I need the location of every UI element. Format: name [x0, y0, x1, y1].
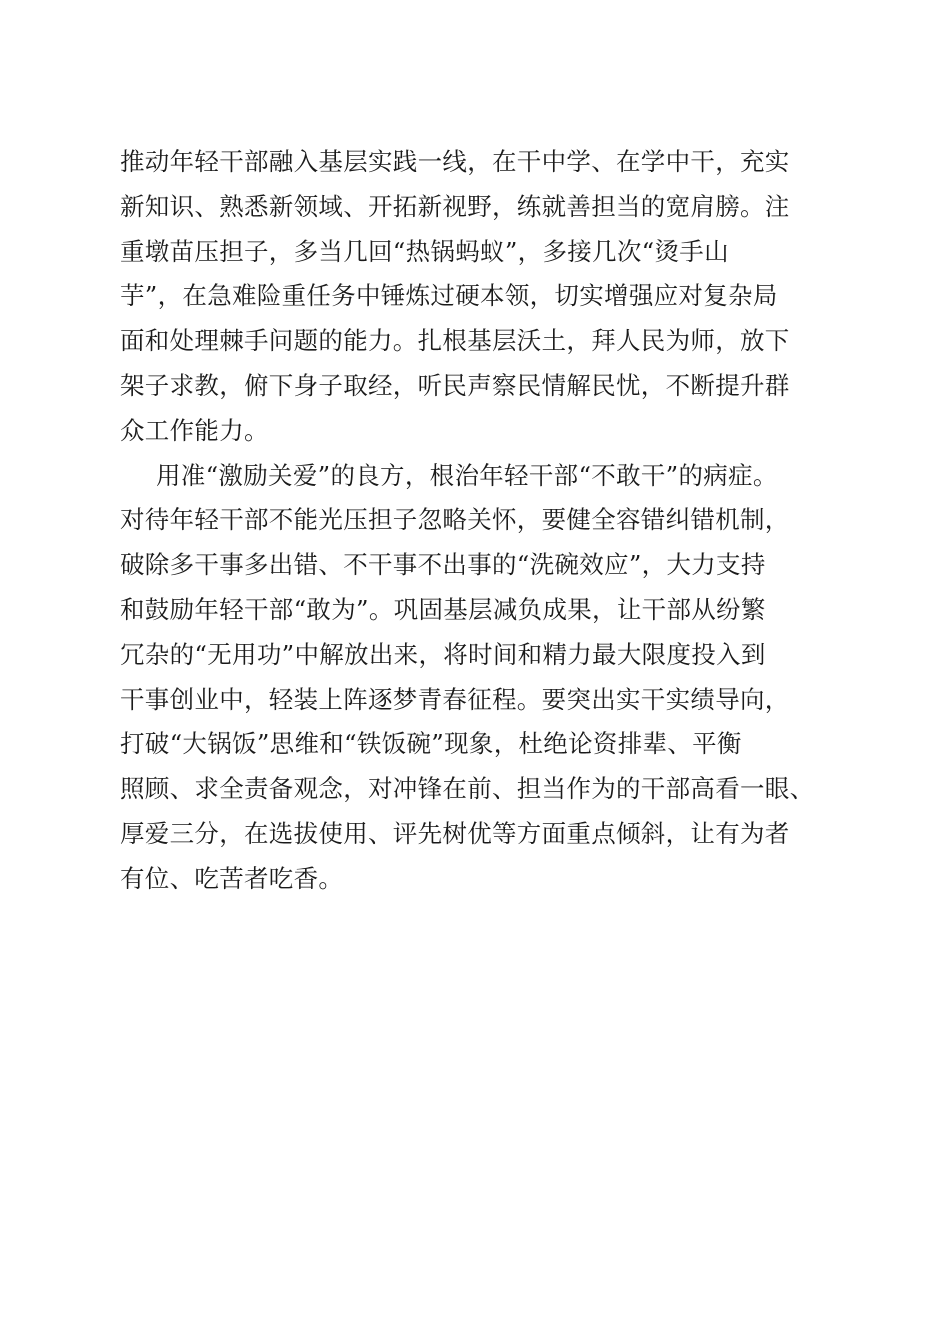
text-line: 干事创业中，轻装上阵逐梦青春征程。要突出实干实绩导向，	[120, 684, 790, 714]
text-line: 面和处理棘手问题的能力。扎根基层沃土，拜人民为师，放下	[120, 326, 790, 356]
document-body	[120, 140, 860, 902]
text-line: 打破“大锅饭”思维和“铁饭碗”现象，杜绝论资排辈、平衡	[120, 729, 742, 759]
text-line: 推动年轻干部融入基层实践一线，在干中学、在学中干，充实	[120, 147, 790, 176]
text-line: 破除多干事多出错、不干事不出事的“洗碗效应”，大力支持	[120, 550, 766, 580]
paragraph-1	[120, 140, 860, 454]
text-line: 重墩苗压担子，多当几回“热锅蚂蚁”，多接几次“烫手山	[120, 236, 729, 266]
text-line: 照顾、求全责备观念，对冲锋在前、担当作为的干部高看一眼、	[120, 774, 815, 804]
text-line: 有位、吃苦者吃香。	[120, 863, 344, 893]
text-line: 用准“激励关爱”的良方，根治年轻干部“不敢干”的病症。	[156, 460, 778, 490]
text-line: 冗杂的“无用功”中解放出来，将时间和精力最大限度投入到	[120, 639, 766, 669]
text-line: 对待年轻干部不能光压担子忽略关怀，要健全容错纠错机制，	[120, 505, 790, 535]
text-line: 厚爱三分，在选拔使用、评先树优等方面重点倾斜，让有为者	[120, 818, 790, 848]
paragraph-2	[120, 454, 860, 902]
text-line: 架子求教，俯下身子取经，听民声察民情解民忧，不断提升群	[120, 370, 790, 400]
text-line: 新知识、熟悉新领域、开拓新视野，练就善担当的宽肩膀。注	[120, 191, 790, 221]
text-line: 芋”，在急难险重任务中锤炼过硬本领，切实增强应对复杂局	[120, 281, 778, 311]
text-line: 众工作能力。	[120, 415, 269, 445]
text-line: 和鼓励年轻干部“敢为”。巩固基层减负成果，让干部从纷繁	[120, 594, 766, 624]
